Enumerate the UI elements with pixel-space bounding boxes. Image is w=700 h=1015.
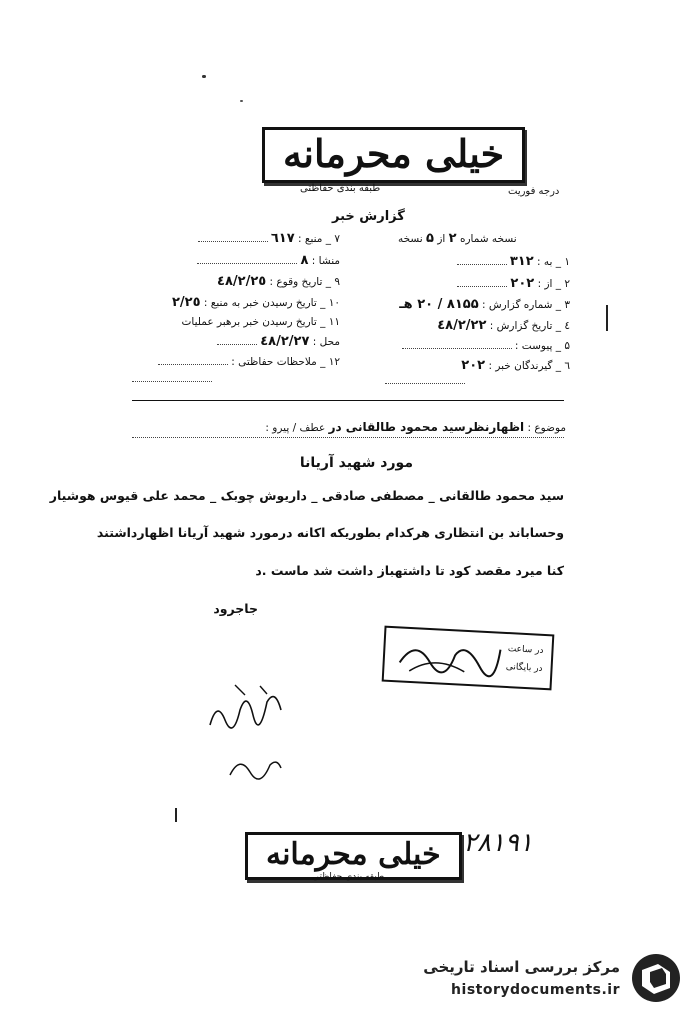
field-value: ۸۱۵۵ / ۲۰ هـ (399, 297, 479, 312)
copy-of-label: از (437, 233, 446, 245)
field-label: ۱۲ _ ملاحظات حفاظتی : (231, 356, 340, 368)
field-security-notes (120, 356, 340, 368)
org-logo-icon (628, 952, 684, 1004)
handwritten-signature-icon (205, 680, 285, 740)
field-value: ۳۱۲ (509, 254, 534, 269)
field-report-date (370, 318, 570, 333)
subject-underline (132, 437, 564, 438)
body-line-1: مورد شهید آریانا (299, 455, 413, 471)
classification-stamp-bottom: خیلی محرمانه (245, 832, 462, 880)
body-line-2: سید محمود طالقانی _ مصطفی صادقی _ داریوش چوبک _ محمد علی قیوس هوشیار (49, 488, 564, 503)
field-attachment (380, 340, 570, 352)
classification-caption-bottom: طبقه بندی حفاظتی (312, 872, 385, 882)
copy-number-value: ۲ (448, 231, 457, 246)
reference-label: عطف / پیرو : (265, 422, 326, 434)
field-received-by-leader (120, 316, 340, 328)
field-from (390, 276, 570, 291)
signature: جاجرود (213, 601, 258, 616)
copy-number-label: نسخه شماره (459, 233, 517, 245)
field-value: ٢/٢٥ (171, 295, 201, 310)
field-label: ٤ _ تاریخ گزارش : (489, 320, 570, 332)
copy-number-row (398, 231, 517, 246)
field-origin (120, 253, 340, 268)
org-name: مرکز بررسی اسناد تاریخی (423, 958, 620, 976)
handwritten-number: ٢٨١٩١ (463, 828, 533, 858)
field-label: ۷ _ منبع : (298, 233, 340, 245)
field-label: ۱ _ به : (537, 256, 570, 268)
field-label: ۳ _ شماره گزارش : (481, 299, 570, 311)
field-value: ٤٨/٢/٢٥ (217, 274, 267, 289)
field-value: ۸ (300, 253, 309, 268)
classification-stamp-top: خیلی محرمانه (262, 127, 525, 183)
field-value: ٤٨/٢/٢٢ (437, 318, 487, 333)
copy-of-value: ۵ (426, 231, 434, 246)
field-location (120, 334, 340, 349)
received-stamp-line1: در ساعت (507, 644, 544, 656)
org-website: historydocuments.ir (451, 982, 620, 998)
field-value: ۲۰۲ (461, 358, 486, 373)
handwritten-initials-icon (225, 750, 285, 785)
field-label: ۹ _ تاریخ وقوع : (269, 276, 340, 288)
scan-speck (202, 75, 206, 78)
section-divider (132, 400, 564, 401)
field-label: ٦ _ گیرندگان خبر : (488, 360, 570, 372)
copy-unit: نسخه (398, 233, 423, 245)
field-value: ٤٨/٢/٢٧ (260, 334, 310, 349)
field-label: منشا : (311, 255, 340, 267)
field-value: ٦١٧ (270, 231, 295, 246)
scribble-icon (394, 632, 506, 682)
margin-mark (606, 305, 608, 331)
body-line-3: وحساباند بن انتظاری هرکدام بطوریکه اکانه درمورد شهید آریانا اظهارداشتند (96, 525, 564, 540)
urgency-label: درجه فوریت (508, 186, 560, 197)
field-value: ۲۰۲ (510, 276, 535, 291)
subject-label: موضوع : (527, 422, 566, 434)
scan-speck (240, 100, 243, 102)
field-label: ۱۱ _ تاریخ رسیدن خبر برهبر عملیات (181, 316, 340, 328)
field-occurrence-date (120, 274, 340, 289)
notes-dotline (132, 381, 212, 382)
field-received-by-source (100, 295, 340, 310)
recipients-dotline (385, 383, 465, 384)
margin-mark (175, 808, 177, 822)
field-label: ۵ _ پیوست : (514, 340, 570, 352)
report-title: گزارش خبر (332, 209, 405, 224)
received-stamp-line2: در بایگانی (505, 662, 543, 674)
field-label: محل : (312, 336, 340, 348)
field-to (390, 254, 570, 269)
field-label: ۲ _ از : (537, 278, 570, 290)
field-label: ۱۰ _ تاریخ رسیدن خبر به منبع : (203, 297, 340, 309)
subject-row (146, 420, 566, 434)
field-report-number (370, 297, 570, 312)
field-source (120, 231, 340, 246)
field-recipients (370, 358, 570, 373)
body-line-4: کنا میرد مقصد کود تا داشتهباز داشت شد ماست .د (255, 563, 564, 578)
subject-text: اظهارنظرسید محمود طالقانی در (328, 420, 525, 434)
received-stamp (382, 626, 555, 691)
classification-caption-top: طبقه بندی حفاظتی (300, 183, 381, 194)
